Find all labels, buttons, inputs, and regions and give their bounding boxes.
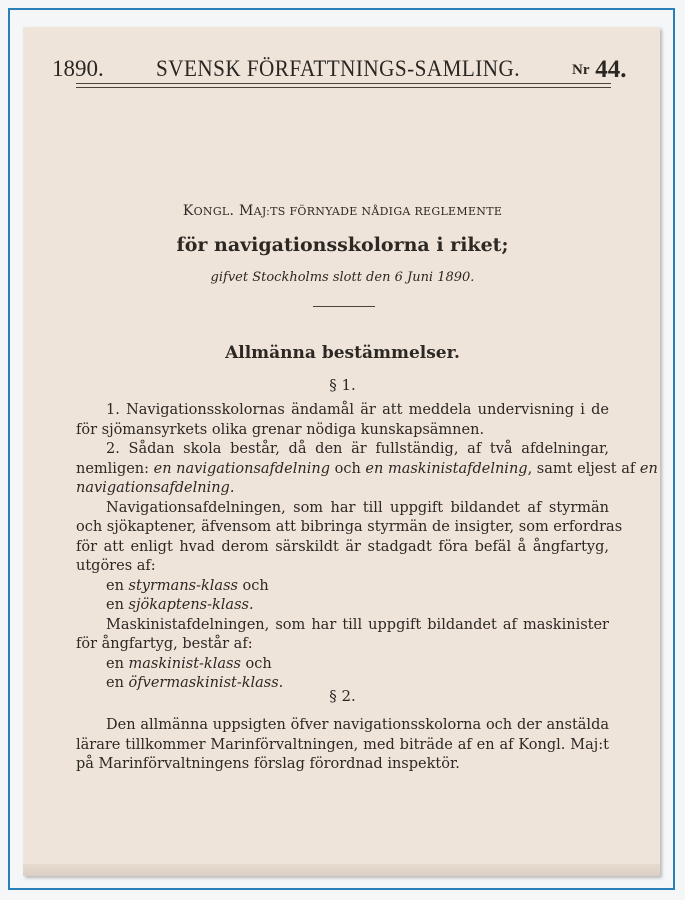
intro-m: . M xyxy=(229,203,254,219)
intro-line xyxy=(0,203,685,219)
intro-ongl: ONGL xyxy=(193,205,230,218)
title-divider xyxy=(313,306,375,307)
text-line xyxy=(76,655,609,675)
paragraph-mark-1: § 1. xyxy=(329,376,356,394)
text-span: en navigationsafdelning xyxy=(153,460,330,477)
text-line: och sjökaptener, äfvensom att bibringa styrmän de insigter, som erfordras xyxy=(76,519,623,535)
text-line xyxy=(76,460,658,480)
text-line: 1. Navigationsskolornas ändamål är att meddela undervisning i de xyxy=(106,402,609,418)
section-heading: Allmänna bestämmelser. xyxy=(225,343,460,363)
header-number xyxy=(572,56,627,84)
text-line: utgöres af: xyxy=(76,558,156,574)
text-span: maskinist-klass xyxy=(128,655,241,672)
text-line: för att enligt hvad derom särskildt är stadgadt föra befäl å ångfartyg, xyxy=(76,538,609,555)
text-span: och xyxy=(240,655,272,672)
header-rule-bottom xyxy=(76,87,611,88)
text-span: nemligen: xyxy=(76,460,154,477)
text-line: för ångfartyg, består af: xyxy=(76,636,253,652)
document-title: för navigationsskolorna i riket; xyxy=(176,234,509,256)
text-line xyxy=(76,577,609,597)
text-line: på Marinförvaltningens förslag förordnad inspektör. xyxy=(76,756,460,772)
text-line: navigationsafdelning. xyxy=(76,480,235,496)
intro-rest: AJ:TS FÖRNYADE NÅDIGA REGLEMENTE xyxy=(253,205,503,218)
text-span: sjökaptens-klass. xyxy=(128,597,254,613)
header-title: SVENSK FÖRFATTNINGS-SAMLING. xyxy=(156,56,521,81)
text-span: öfvermaskinist-klass. xyxy=(128,675,284,691)
text-span: en xyxy=(639,460,658,477)
paragraph-2-body xyxy=(76,716,609,775)
text-span: en xyxy=(106,675,129,691)
text-span: styrmans-klass xyxy=(128,577,238,594)
header-year: 1890. xyxy=(52,56,104,81)
text-line: för sjömansyrkets olika grenar nödiga kunskapsämnen. xyxy=(76,421,485,438)
text-span: en maskinistafdelning xyxy=(365,460,528,477)
number-value: 44. xyxy=(595,56,627,83)
paragraph-1-body xyxy=(76,401,658,694)
document-subtitle: gifvet Stockholms slott den 6 Juni 1890. xyxy=(210,270,475,285)
text-line: Den allmänna uppsigten öfver navigationsskolorna och der anstälda xyxy=(106,717,609,733)
text-line: 2. Sådan skola består, då den är fullständig, af två afdelningar, xyxy=(106,441,609,457)
page-header xyxy=(52,50,627,84)
text-span: och xyxy=(330,460,366,477)
text-span: en xyxy=(106,577,129,594)
paragraph-mark-2: § 2. xyxy=(329,687,356,705)
number-prefix: Nr xyxy=(572,62,590,78)
text-line: Maskinistafdelningen, som har till uppgift bildandet af maskinister xyxy=(106,616,609,633)
text-line xyxy=(76,596,609,616)
text-span: en xyxy=(106,597,129,613)
intro-k: K xyxy=(182,203,194,219)
text-span: en xyxy=(106,655,129,672)
text-line: lärare tillkommer Marinförvaltningen, med biträde af en af Kongl. Maj:t xyxy=(76,736,609,753)
text-line: Navigationsafdelningen, som har till uppgift bildandet af styrmän xyxy=(106,499,609,516)
text-span: och xyxy=(237,577,269,594)
text-span: , samt eljest af xyxy=(527,460,640,477)
header-rule-top xyxy=(76,83,611,84)
